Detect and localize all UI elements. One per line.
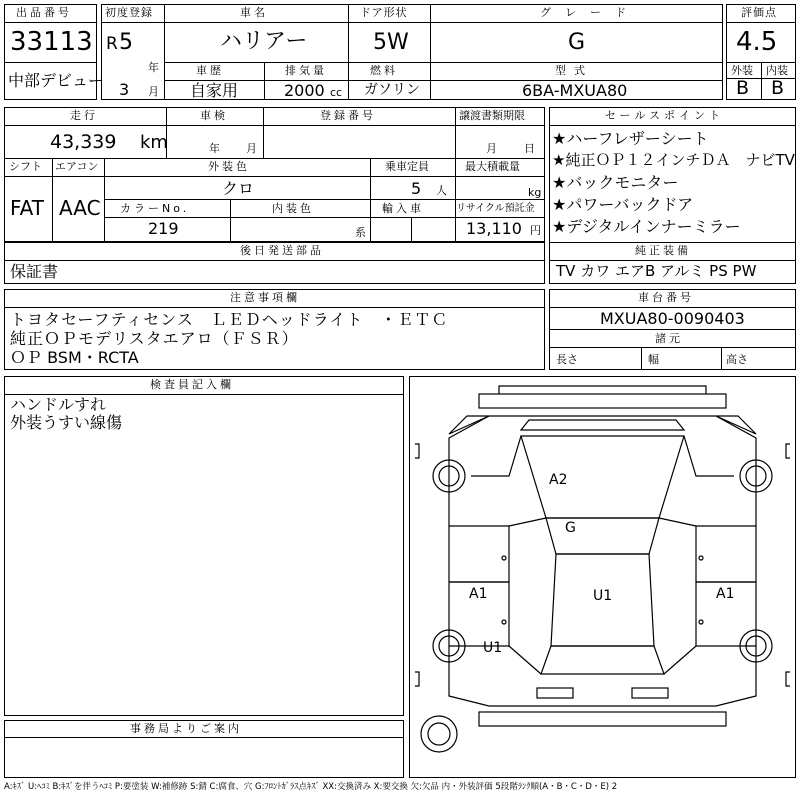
ext-color-header: 外装色 [208, 160, 250, 173]
height-label: 高さ [726, 353, 748, 366]
transfer-month-unit: 月 [486, 142, 497, 155]
mileage-header: 走行 [70, 109, 98, 122]
chassis-number: MXUA80-0090403 [600, 309, 745, 328]
sales-point-2: ★純正ＯＰ１２インチＤＡ ナビTV [552, 151, 795, 169]
year-unit: 年 [148, 61, 159, 74]
mark-roof: U1 [593, 588, 613, 604]
sales-point-4: ★パワーバックドア [552, 195, 694, 214]
first-reg-month: 3 [119, 80, 130, 99]
shift-value: FAT [10, 196, 45, 220]
note-line-2: 純正ＯＰモデリスタエアロ（ＦＳＲ） [10, 329, 299, 348]
length-label: 長さ [556, 353, 578, 366]
grade: G [568, 30, 586, 55]
inspector-header: 検査員記入欄 [150, 378, 234, 391]
color-no-header: カラーNo. [120, 202, 190, 215]
sales-point-3: ★バックモニター [552, 173, 679, 192]
recycle-unit: 円 [530, 224, 541, 237]
inspection-month-unit: 月 [246, 142, 257, 155]
interior-header: 内装 [766, 64, 788, 77]
car-name: ハリアー [220, 29, 308, 54]
fuel: ガソリン [364, 82, 420, 98]
transfer-day-unit: 日 [524, 142, 535, 155]
mileage-unit: km [140, 132, 168, 153]
venue-label: 中部デビュー [8, 71, 105, 90]
legend-text: A:ｷｽﾞ U:ﾍｺﾐ B:ｷｽﾞを伴うﾍｺﾐ P:要塗装 W:補修跡 S:錆 C:腐食、穴 G:ﾌﾛﾝﾄｶﾞﾗｽ点ｷｽﾞ XX:交換済み X:要交換 欠:欠品 内・外装評価 5段階ﾗﾝｸ順(A・B・C・D・E) 2 [4, 782, 618, 792]
door-type: 5W [373, 30, 409, 55]
reg-no-header: 登録番号 [320, 109, 376, 122]
ext-color-value: クロ [222, 179, 255, 198]
color-no-value: 219 [148, 219, 179, 238]
factory-equip-header: 純正装備 [635, 244, 691, 257]
shipping-header: 後日発送部品 [240, 244, 324, 257]
mark-left-rear: U1 [483, 640, 503, 656]
model-code: 6BA-MXUA80 [522, 81, 628, 100]
shift-header: シフト [9, 160, 42, 173]
mileage-value: 43,339 [50, 131, 117, 153]
inspector-note-2: 外装うすい線傷 [10, 413, 123, 432]
car-diagram [409, 376, 796, 778]
lot-number: 33113 [10, 27, 93, 57]
exterior-header: 外装 [731, 64, 753, 77]
mark-right-side: A1 [716, 586, 735, 602]
office-header: 事務局よりご案内 [130, 722, 242, 735]
first-reg-year: 5 [119, 30, 133, 55]
door-header: ドア形状 [360, 6, 408, 19]
factory-equipment: TV カワ エアB アルミ PS PW [556, 262, 757, 280]
recycle-header: リサイクル預託金 [456, 203, 535, 214]
displacement-unit: cc [330, 86, 343, 99]
sales-point-1: ★ハーフレザーシート [552, 129, 709, 148]
lot-number-header: 出品番号 [16, 6, 72, 19]
max-load-unit: kg [528, 186, 542, 199]
mark-windshield: G [565, 520, 576, 536]
capacity-header: 乗車定員 [385, 160, 429, 173]
capacity-unit: 人 [436, 184, 447, 197]
width-label: 幅 [648, 353, 659, 366]
history-header: 車歴 [196, 64, 224, 77]
note-line-3: ＯＰ BSM・RCTA [10, 348, 139, 367]
inspection-year-unit: 年 [209, 142, 220, 155]
inspection-header: 車検 [200, 109, 228, 122]
dimensions-header: 諸元 [655, 332, 683, 345]
first-reg-era: R [106, 34, 118, 54]
displacement: 2000 [284, 81, 325, 100]
car-name-header: 車名 [240, 6, 268, 19]
mark-left-side: A1 [469, 586, 488, 602]
overall-score: 4.5 [736, 27, 778, 57]
mark-hood: A2 [549, 472, 568, 488]
int-color-header: 内装色 [272, 202, 314, 215]
score-header: 評価点 [741, 6, 777, 19]
int-color-unit: 系 [355, 226, 366, 239]
aircon-value: AAC [59, 196, 101, 220]
sales-point-5: ★デジタルインナーミラー [552, 217, 741, 236]
transfer-header: 譲渡書類期限 [459, 109, 525, 122]
model-code-header: 型式 [555, 64, 593, 77]
notes-header: 注意事項欄 [230, 291, 300, 304]
chassis-header: 車台番号 [638, 291, 694, 304]
first-reg-header: 初度登録 [105, 6, 153, 19]
sales-points-header: セールスポイント [605, 109, 725, 122]
displacement-header: 排気量 [285, 64, 327, 77]
import-header: 輸入車 [382, 202, 424, 215]
exterior-score: B [736, 77, 750, 99]
history: 自家用 [190, 81, 239, 100]
inspector-note-1: ハンドルすれ [10, 395, 107, 414]
capacity-value: 5 [411, 179, 422, 198]
recycle-value: 13,110 [466, 219, 522, 238]
month-unit: 月 [148, 85, 159, 98]
note-line-1: トヨタセーフティセンス ＬＥＤヘッドライト ・ＥＴＣ [10, 310, 449, 329]
shipping-parts: 保証書 [10, 262, 59, 281]
max-load-header: 最大積載量 [465, 160, 520, 173]
fuel-header: 燃料 [370, 64, 398, 77]
grade-header: グレード [540, 6, 640, 19]
vehicle-detail-box [4, 107, 545, 242]
aircon-header: エアコン [55, 160, 99, 173]
interior-score: B [771, 77, 785, 99]
